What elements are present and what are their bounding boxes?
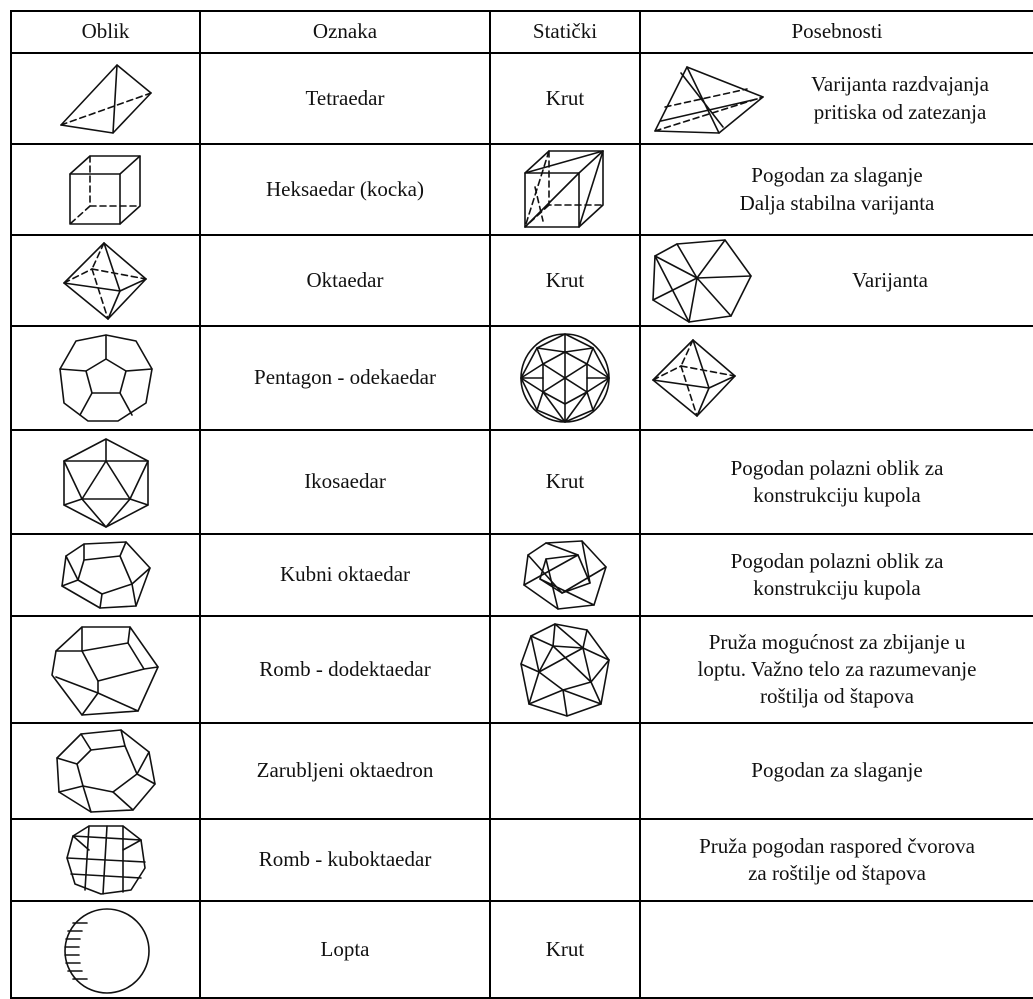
polyhedra-table (10, 10, 1033, 999)
shape-cell (11, 901, 200, 998)
name-cell: Kubni oktaedar (200, 534, 490, 616)
remarks-cell (640, 616, 1033, 723)
sphere-icon (51, 905, 161, 995)
remarks-line: Pruža pogodan raspored čvorova (699, 833, 975, 858)
octahedron-icon (645, 336, 745, 420)
shape-cell (11, 723, 200, 819)
geodesic-sphere-icon (515, 330, 615, 426)
name-cell: Tetraedar (200, 53, 490, 144)
static-cell (490, 819, 640, 901)
table-row (11, 430, 1033, 534)
tetrahedron-variant-icon (647, 59, 777, 139)
table-row (11, 144, 1033, 235)
static-cell (490, 144, 640, 235)
table-row (11, 616, 1033, 723)
octahedron-variant-icon (647, 238, 757, 324)
remarks-line: Varijanta (852, 267, 928, 292)
tetrahedron-icon (51, 59, 161, 139)
name-cell: Ikosaedar (200, 430, 490, 534)
shape-cell (11, 235, 200, 326)
remarks-line: Pogodan polazni oblik za (730, 548, 944, 573)
table-row (11, 723, 1033, 819)
remarks-text (757, 267, 1023, 294)
shape-cell (11, 819, 200, 901)
header-row (11, 11, 1033, 53)
remarks-line: konstrukciju kupola (753, 576, 921, 600)
triangulated-cuboctahedron-icon (520, 537, 610, 613)
remarks-cell (640, 723, 1033, 819)
header-name: Oznaka (200, 11, 490, 53)
remarks-line: loptu. Važno telo za razumevanje (697, 656, 977, 681)
cuboctahedron-icon (56, 538, 156, 612)
name-cell: Romb - kuboktaedar (200, 819, 490, 901)
remarks-line: Pogodan polazni oblik za (730, 455, 944, 480)
header-shape: Oblik (11, 11, 200, 53)
name-cell: Oktaedar (200, 235, 490, 326)
static-cell: Krut (490, 430, 640, 534)
remarks-line: Pruža mogućnost za zbijanje u (708, 629, 966, 654)
rhombic-dodecahedron-icon (46, 621, 166, 719)
triangulated-rhombic-dodecahedron-icon (517, 620, 613, 720)
dodecahedron-icon (56, 331, 156, 425)
shape-cell (11, 144, 200, 235)
remarks-cell (640, 901, 1033, 998)
remarks-cell (640, 534, 1033, 616)
static-cell: Krut (490, 235, 640, 326)
braced-cube-icon (515, 147, 615, 233)
remarks-line: Pogodan za slaganje (751, 163, 923, 188)
remarks-text (777, 71, 1023, 126)
shape-cell (11, 616, 200, 723)
header-remarks: Posebnosti (640, 11, 1033, 53)
remarks-line: konstrukciju kupola (753, 483, 921, 507)
table-row (11, 819, 1033, 901)
header-static: Statički (490, 11, 640, 53)
table-row (11, 53, 1033, 144)
static-cell (490, 326, 640, 430)
static-cell: Krut (490, 53, 640, 144)
shape-cell (11, 53, 200, 144)
static-cell (490, 723, 640, 819)
shape-cell (11, 534, 200, 616)
table-row (11, 534, 1033, 616)
icosahedron-icon (56, 435, 156, 529)
name-cell: Lopta (200, 901, 490, 998)
static-cell (490, 534, 640, 616)
name-cell: Romb - dodektaedar (200, 616, 490, 723)
shape-cell (11, 326, 200, 430)
name-cell: Pentagon - odekaedar (200, 326, 490, 430)
remarks-line: Dalja stabilna varijanta (739, 190, 935, 215)
remarks-line: Varijanta razdvajanja (811, 72, 989, 97)
truncated-octahedron-icon (51, 726, 161, 816)
static-cell: Krut (490, 901, 640, 998)
name-cell: Zarubljeni oktaedron (200, 723, 490, 819)
cube-icon (56, 150, 156, 230)
name-cell: Heksaedar (kocka) (200, 144, 490, 235)
polyhedra-table-wrapper (10, 10, 1033, 980)
static-cell (490, 616, 640, 723)
remarks-line: pritiska od zatezanja (813, 99, 987, 124)
remarks-cell (640, 819, 1033, 901)
table-row (11, 901, 1033, 998)
remarks-cell (640, 144, 1033, 235)
remarks-cell (640, 326, 1033, 430)
rhombicuboctahedron-icon (61, 822, 151, 898)
remarks-cell (640, 430, 1033, 534)
table-row (11, 326, 1033, 430)
remarks-line: Pogodan za slaganje (751, 758, 923, 783)
remarks-cell (640, 53, 1033, 144)
table-row (11, 235, 1033, 326)
octahedron-icon (56, 239, 156, 323)
shape-cell (11, 430, 200, 534)
remarks-line: za roštilje od štapova (748, 861, 926, 885)
remarks-line: roštilja od štapova (760, 684, 914, 709)
remarks-cell (640, 235, 1033, 326)
